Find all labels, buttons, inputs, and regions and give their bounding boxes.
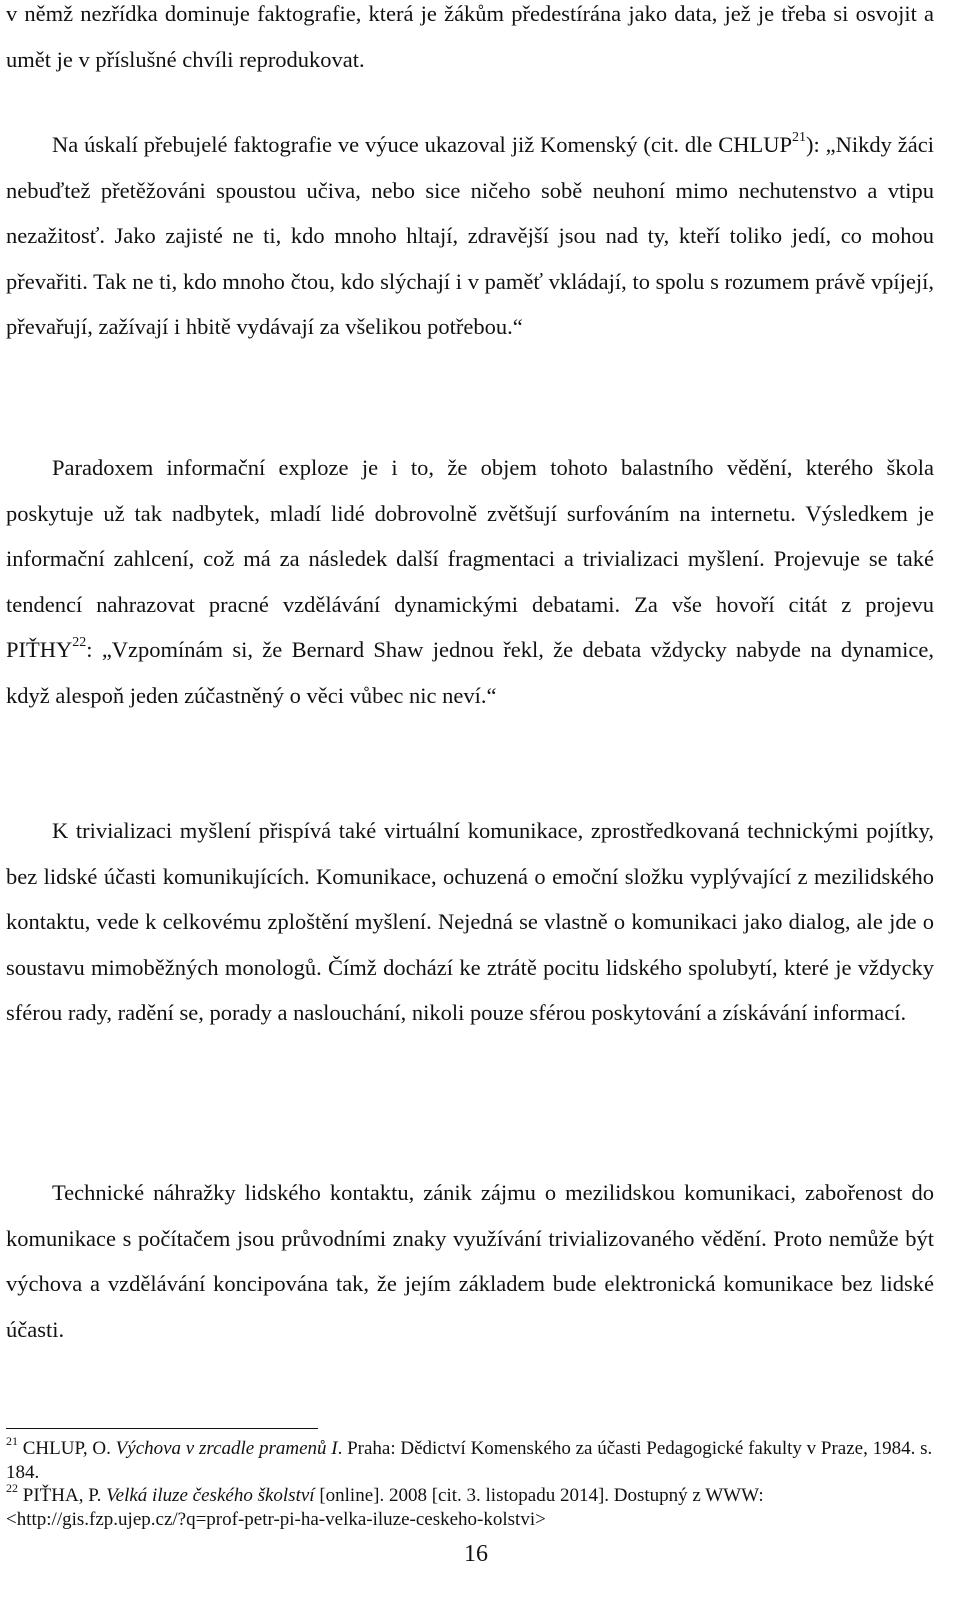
paragraph-3 <box>6 445 934 718</box>
paragraph-4 <box>6 808 934 1036</box>
paragraph-2 <box>6 122 934 350</box>
footnote-title: Výchova v zrcadle pramenů I <box>115 1438 338 1459</box>
footnote-number: 22 <box>6 1480 18 1495</box>
footnote-title: Velká iluze českého školství <box>106 1485 315 1506</box>
paragraph-2-text-start: Na úskalí přebujelé faktografie ve výuce ukazoval již Komenský (cit. dle CHLUP <box>52 132 793 157</box>
footnote-separator <box>6 1428 318 1429</box>
footnote-number: 21 <box>6 1433 18 1448</box>
paragraph-1 <box>6 0 934 82</box>
footnote-ref-21[interactable]: 21 <box>792 129 807 145</box>
footnote-details-with-link[interactable]: [online]. 2008 [cit. 3. listopadu 2014]. Dostupný z WWW: <http://gis.fzp.ujep.cz/?q=prof-petr-pi-ha-velka-iluze-ceskeho-kolstvi> <box>6 1485 764 1530</box>
footnote-22 <box>6 1480 934 1531</box>
footnote-details: . Praha: Dědictví Komenského za účasti Pedagogické fakulty v Praze, 1984. s. 184. <box>6 1438 933 1483</box>
paragraph-1-text: v němž nezřídka dominuje faktografie, která je žákům předestírána jako data, jež je třeba si osvojit a umět je v příslušné chvíli reprodukovat. <box>6 1 934 72</box>
page-number: 16 <box>464 1541 488 1567</box>
footnote-ref-22[interactable]: 22 <box>72 634 87 650</box>
paragraph-2-text-end: ): „Nikdy žáci nebuďtež přetěžováni spoustou učiva, nebo sice ničeho sobě neuhoní mimo nechutenstvo a vtipu nezažitosť. Jako zajisté ne ti, kdo mnoho hltají, zdravější jsou nad ty, kteří toliko jedí, co mohou převařiti. Tak ne ti, kdo mnoho čtou, kdo slýchají i v paměť vkládají, to spolu s rozumem právě vpíjejí, převařují, zažívají i hbitě vydávají za všelikou potřebou.“ <box>6 132 934 339</box>
paragraph-5-text: Technické náhražky lidského kontaktu, zánik zájmu o mezilidskou komunikaci, zabořenost do komunikace s počítačem jsou průvodními znaky využívání trivializovaného vědění. Proto nemůže být výchova a vzdělávání koncipována tak, že jejím základem bude elektronická komunikace bez lidské účasti. <box>6 1180 934 1342</box>
paragraph-3-text-end: : „Vzpomínám si, že Bernard Shaw jednou řekl, že debata vždycky nabyde na dynamice, když alespoň jeden zúčastněný o věci vůbec nic neví.“ <box>6 637 934 708</box>
paragraph-3-text-start: Paradoxem informační exploze je i to, že objem tohoto balastního vědění, kterého škola poskytuje už tak nadbytek, mladí lidé dobrovolně zvětšují surfováním na internetu. Výsledkem je informační zahlcení, což má za následek další fragmentaci a trivializaci myšlení. Projevuje se také tendencí nahrazovat pracné vzdělávání dynamickými debatami. Za vše hovoří citát z projevu PIŤHY <box>6 455 934 662</box>
paragraph-4-text: K trivializaci myšlení přispívá také virtuální komunikace, zprostředkovaná technickými pojítky, bez lidské účasti komunikujících. Komunikace, ochuzená o emoční složku vyplývající z mezilidského kontaktu, vede k celkovému zploštění myšlení. Nejedná se vlastně o komunikaci jako dialog, ale jde o soustavu mimoběžných monologů. Čímž dochází ke ztrátě pocitu lidského spolubytí, které je vždycky sférou rady, radění se, porady a naslouchání, nikoli pouze sférou poskytování a získávání informací. <box>6 818 934 1025</box>
paragraph-5 <box>6 1170 934 1352</box>
footnote-author: PIŤHA, P. <box>22 1485 102 1506</box>
footnotes <box>6 1433 934 1531</box>
footnote-21 <box>6 1433 934 1484</box>
footnote-author: CHLUP, O. <box>22 1438 111 1459</box>
